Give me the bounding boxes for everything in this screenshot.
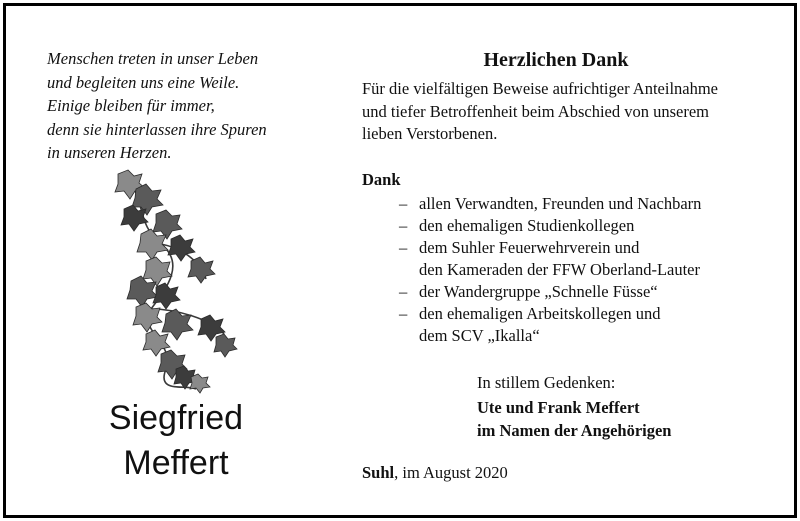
- list-item-text: den ehemaligen Studienkollegen: [419, 216, 635, 235]
- dash-marker: –: [399, 216, 408, 235]
- dash-marker: –: [399, 282, 408, 301]
- list-item: [399, 215, 779, 237]
- signature-line: im Namen der Angehörigen: [477, 421, 672, 440]
- poem-line: Menschen treten in unser Leben: [47, 49, 259, 68]
- poem-line: und begleiten uns eine Weile.: [47, 72, 240, 92]
- deceased-last-name: Meffert: [123, 444, 229, 482]
- list-item-text: dem SCV „Ikalla“: [419, 326, 540, 345]
- remembrance-line: In stillem Gedenken:: [477, 373, 616, 392]
- deceased-name: [66, 396, 286, 486]
- list-item-text: den ehemaligen Arbeitskollegen und: [419, 304, 661, 323]
- date-text: , im August 2020: [394, 463, 508, 482]
- signature-line: Ute und Frank Meffert: [477, 398, 640, 417]
- list-item: [399, 237, 779, 281]
- place-name: Suhl: [362, 463, 395, 482]
- place-date: [362, 462, 508, 484]
- thanks-intro: [362, 78, 762, 146]
- list-item-text: der Wandergruppe „Schnelle Füsse“: [419, 282, 658, 301]
- poem-line: Einige bleiben für immer,: [47, 96, 215, 115]
- poem-line: in unseren Herzen.: [47, 143, 172, 162]
- list-item: [399, 193, 779, 215]
- dash-marker: –: [399, 304, 408, 323]
- poem-line: denn sie hinterlassen ihre Spuren: [47, 119, 267, 139]
- thanks-title: Herzlichen Dank: [483, 49, 629, 71]
- memorial-poem: [47, 47, 347, 165]
- thanks-list: [399, 193, 779, 347]
- list-item-text: allen Verwandten, Freunden und Nachbarn: [419, 194, 702, 213]
- thanks-heading: Dank: [362, 170, 401, 189]
- ivy-vine-icon: [106, 169, 246, 394]
- dash-marker: –: [399, 194, 408, 213]
- list-item: [399, 281, 779, 303]
- obituary-card: [3, 3, 797, 518]
- deceased-first-name: Siegfried: [108, 399, 244, 437]
- dash-marker: –: [399, 238, 408, 257]
- list-item-text: dem Suhler Feuerwehrverein und: [419, 238, 640, 257]
- intro-line: und tiefer Betroffenheit beim Abschied von unserem: [362, 101, 710, 121]
- intro-line: lieben Verstorbenen.: [362, 124, 498, 143]
- list-item: [399, 303, 779, 347]
- intro-line: Für die vielfältigen Beweise aufrichtiger Anteilnahme: [362, 79, 719, 98]
- signature: [477, 396, 671, 442]
- list-item-text: den Kameraden der FFW Oberland-Lauter: [419, 260, 700, 279]
